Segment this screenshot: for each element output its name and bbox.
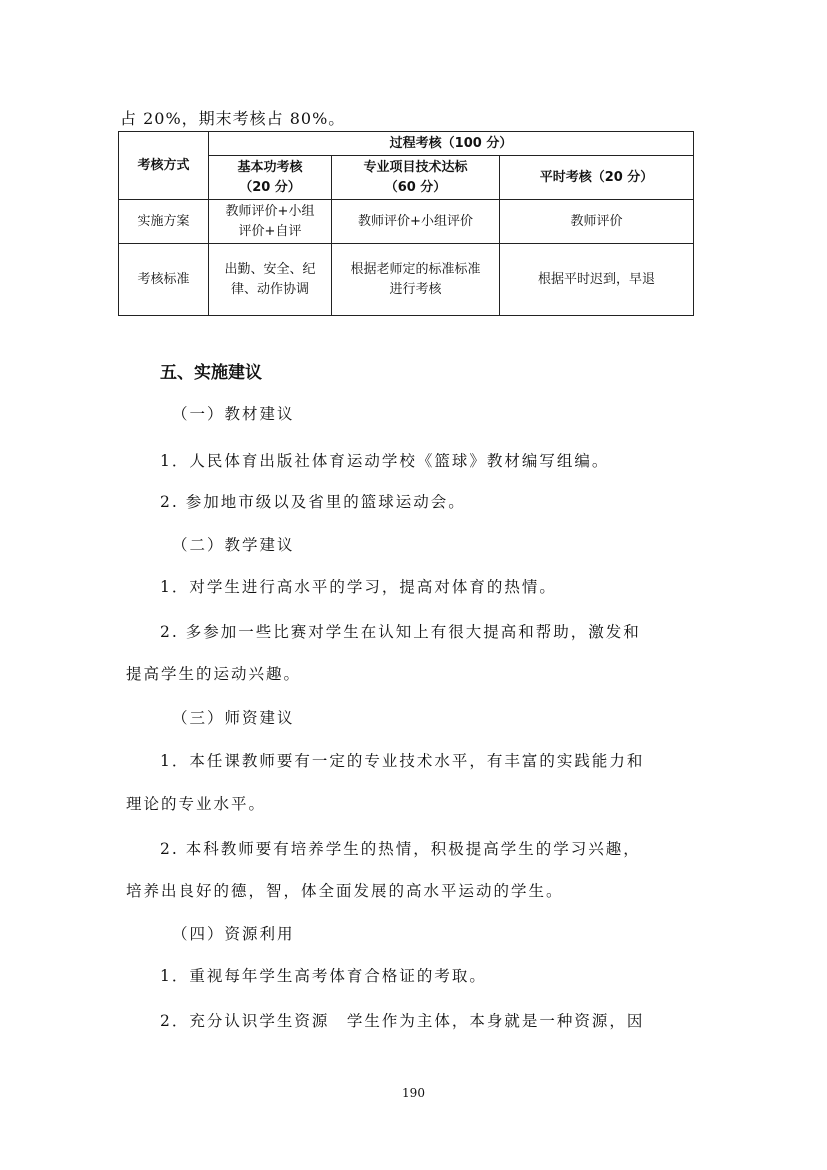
table-row1-cell2: 教师评价+小组评价 bbox=[332, 200, 500, 244]
section-title: 五、实施建议 bbox=[160, 363, 262, 383]
table-row bbox=[119, 132, 694, 156]
table-col3-header: 平时考核（20 分） bbox=[500, 156, 694, 200]
subsection-heading: （四）资源利用 bbox=[172, 925, 295, 943]
paragraph: 2．充分认识学生资源 学生作为主体，本身就是一种资源，因 bbox=[160, 1012, 645, 1030]
table-row1-cell1 bbox=[209, 200, 332, 244]
paragraph: 1．人民体育出版社体育运动学校《篮球》教材编写组编。 bbox=[160, 452, 610, 470]
paragraph: 1．对学生进行高水平的学习，提高对体育的热情。 bbox=[160, 578, 557, 596]
assessment-table bbox=[118, 131, 694, 316]
table-row1-cell3: 教师评价 bbox=[500, 200, 694, 244]
table-row bbox=[119, 200, 694, 244]
table-row2-cell2-line2: 进行考核 bbox=[389, 281, 442, 297]
table-row2-cell1-line1: 出勤、安全、纪 bbox=[224, 261, 316, 277]
paragraph-line: 1．本任课教师要有一定的专业技术水平，有丰富的实践能力和 bbox=[160, 752, 645, 770]
table-row2-cell2-line1: 根据老师定的标准标准 bbox=[350, 261, 481, 277]
paragraph: 2. 参加地市级以及省里的篮球运动会。 bbox=[160, 493, 466, 511]
table-col2-header bbox=[332, 156, 500, 200]
paragraph-line: 理论的专业水平。 bbox=[126, 795, 267, 813]
table-col1-header-line1: 基本功考核 bbox=[237, 159, 303, 175]
table-row1-label: 实施方案 bbox=[119, 200, 209, 244]
paragraph: 1．重视每年学生高考体育合格证的考取。 bbox=[160, 967, 487, 985]
table-col1-header-line2: （20 分） bbox=[239, 179, 301, 195]
table-row2-cell1 bbox=[209, 244, 332, 316]
table-col1-header bbox=[209, 156, 332, 200]
paragraph-line: 2. 本科教师要有培养学生的热情，积极提高学生的学习兴趣， bbox=[160, 840, 641, 858]
table-col2-header-line2: （60 分） bbox=[384, 179, 447, 195]
intro-text: 占 20%，期末考核占 80%。 bbox=[120, 109, 346, 128]
paragraph-line: 提高学生的运动兴趣。 bbox=[126, 665, 302, 683]
table-row2-cell1-line2: 律、动作协调 bbox=[230, 281, 309, 297]
table-process-header: 过程考核（100 分） bbox=[209, 132, 694, 156]
table-row2-label: 考核标准 bbox=[119, 244, 209, 316]
subsection-heading: （一）教材建议 bbox=[172, 405, 295, 423]
paragraph-line: 培养出良好的德，智，体全面发展的高水平运动的学生。 bbox=[126, 882, 564, 900]
table-col2-header-line1: 专业项目技术达标 bbox=[363, 159, 468, 175]
paragraph-line: 2. 多参加一些比赛对学生在认知上有很大提高和帮助，激发和 bbox=[160, 623, 641, 641]
table-row2-cell3: 根据平时迟到，早退 bbox=[500, 244, 694, 316]
table-row1-cell1-line2: 评价+自评 bbox=[238, 223, 302, 239]
subsection-heading: （三）师资建议 bbox=[172, 709, 295, 727]
table-mode-label: 考核方式 bbox=[119, 132, 209, 200]
subsection-heading: （二）教学建议 bbox=[172, 536, 295, 554]
page-number: 190 bbox=[402, 1086, 425, 1100]
table-row bbox=[119, 244, 694, 316]
table-row1-cell1-line1: 教师评价+小组 bbox=[225, 203, 315, 219]
table-row2-cell2 bbox=[332, 244, 500, 316]
